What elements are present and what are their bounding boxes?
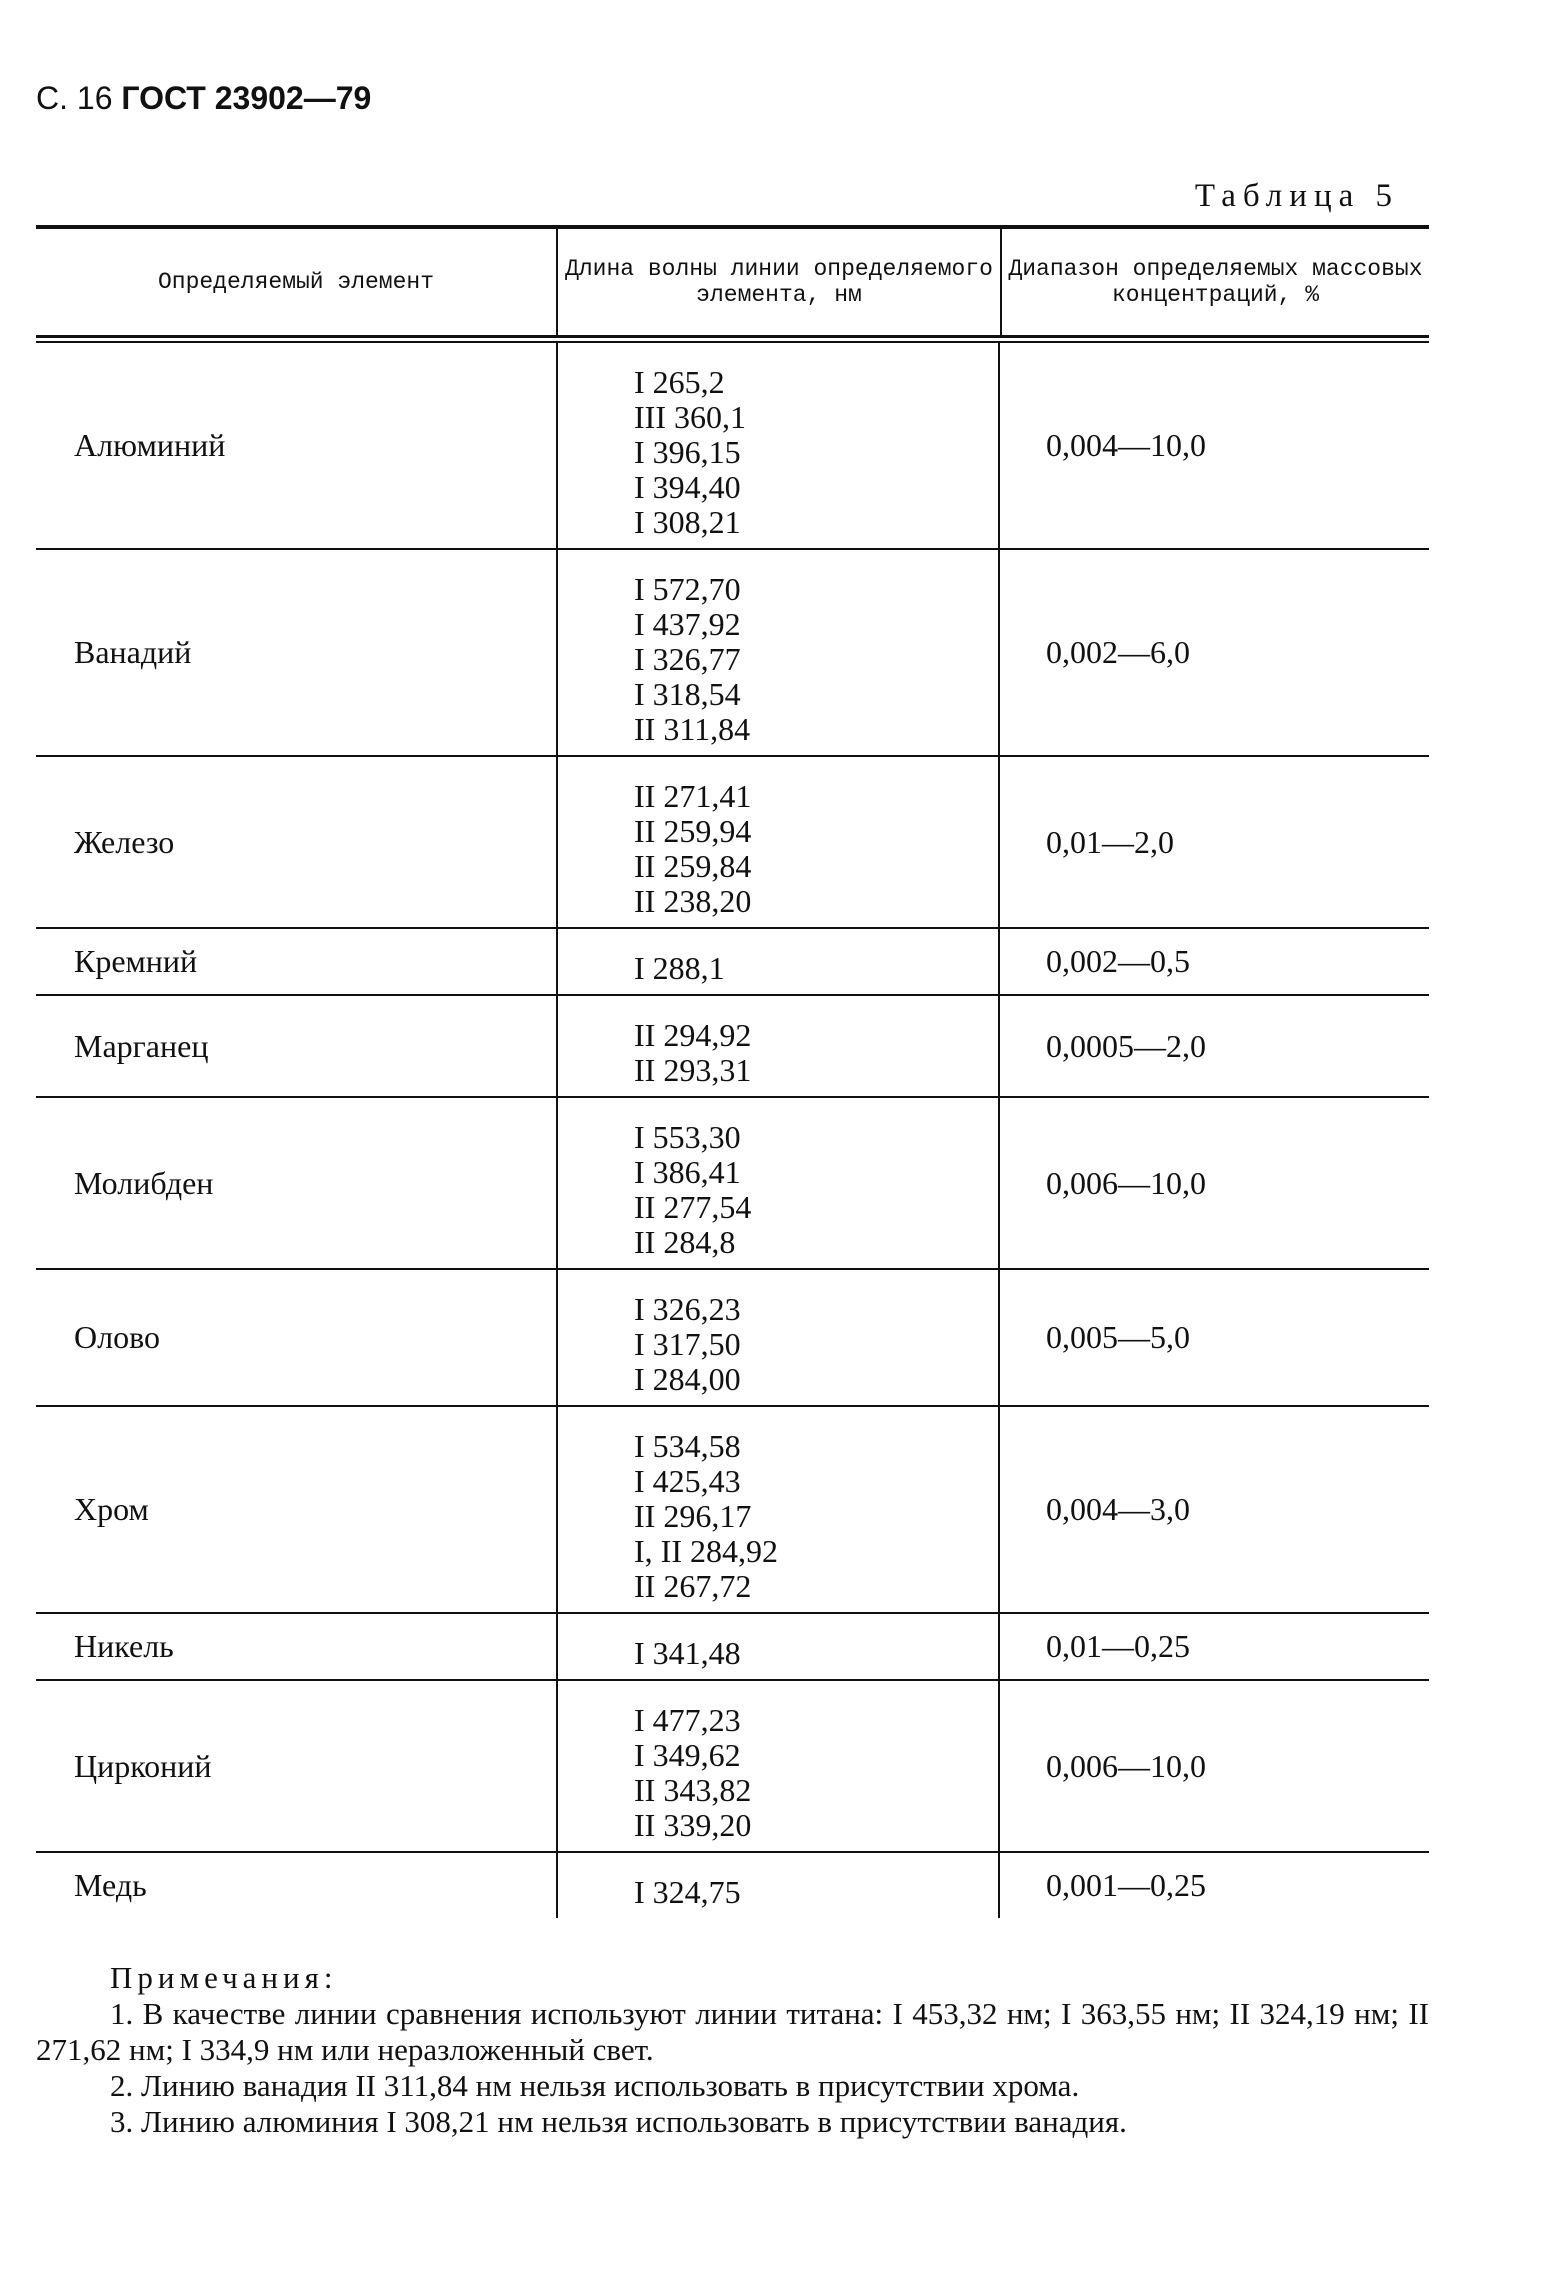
range-cell: 0,004—10,0 — [1000, 343, 1429, 550]
wavelength-line: II 293,31 — [634, 1052, 752, 1088]
wavelength-line: I 326,77 — [634, 641, 741, 677]
wavelength-line: I 326,23 — [634, 1291, 741, 1327]
wavelength-cell — [556, 1098, 1000, 1270]
page-number: С. 16 — [36, 80, 113, 116]
wavelength-line: I 284,00 — [634, 1361, 741, 1397]
element-cell: Цирконий — [36, 1681, 556, 1853]
wavelength-line: II 311,84 — [634, 711, 751, 747]
element-cell: Алюминий — [36, 343, 556, 550]
range-cell: 0,001—0,25 — [1046, 1867, 1206, 1903]
note-item: 3. Линию алюминия I 308,21 нм нельзя использовать в присутствии ванадия. — [110, 2104, 1127, 2139]
wavelength-cell — [556, 550, 1000, 757]
wavelength-line: I 349,62 — [634, 1737, 741, 1773]
wavelength-line: I 534,58 — [634, 1428, 741, 1464]
element-cell: Хром — [36, 1407, 556, 1614]
notes-title: Примечания: — [110, 1960, 338, 1995]
wavelength-line: I 437,92 — [634, 606, 741, 642]
wavelength-line: I 572,70 — [634, 571, 741, 607]
range-cell: 0,002—0,5 — [1000, 929, 1429, 996]
range-cell: 0,004—3,0 — [1000, 1407, 1429, 1614]
wavelength-line: I 425,43 — [634, 1463, 741, 1499]
element-cell: Ванадий — [36, 550, 556, 757]
notes — [36, 1960, 1429, 2140]
wavelength-cell — [556, 1407, 1000, 1614]
wavelength-cell — [556, 1614, 1000, 1681]
element-cell: Медь — [74, 1867, 147, 1903]
column-header-wavelength: Длина волны линии определяемого элемента, нм — [556, 229, 1000, 335]
wavelength-line: II 267,72 — [634, 1568, 752, 1604]
wavelength-line: II 259,94 — [634, 813, 752, 849]
wavelength-line: II 296,17 — [634, 1498, 752, 1534]
wavelength-line: I, II 284,92 — [634, 1533, 778, 1569]
wavelength-line: I 308,21 — [634, 504, 741, 540]
wavelength-cell — [556, 1853, 1000, 1918]
range-cell: 0,006—10,0 — [1000, 1681, 1429, 1853]
wavelength-line: I 386,41 — [634, 1154, 741, 1190]
wavelength-line: II 343,82 — [634, 1772, 752, 1808]
table-header — [36, 229, 1429, 335]
wavelength-line: II 294,92 — [634, 1017, 752, 1053]
wavelength-line: II 277,54 — [634, 1189, 752, 1225]
wavelength-line: I 318,54 — [634, 676, 741, 712]
element-cell: Кремний — [36, 929, 556, 996]
wavelength-line: I 317,50 — [634, 1326, 741, 1362]
element-cell: Марганец — [36, 996, 556, 1098]
column-header-element: Определяемый элемент — [157, 269, 435, 295]
note-item: 1. В качестве линии сравнения используют линии титана: I 453,32 нм; I 363,55 нм; II 324,19 нм; II 271,62 нм; I 334,9 нм или неразложенный свет. — [36, 1996, 1429, 2067]
range-cell: 0,0005—2,0 — [1000, 996, 1429, 1098]
table-body — [36, 343, 1429, 1918]
wavelength-cell — [556, 1681, 1000, 1853]
element-cell: Железо — [36, 757, 556, 929]
column-header-range: Диапазон определяемых массовых концентраций, % — [1000, 229, 1429, 335]
table-label: Таблица 5 — [1194, 178, 1399, 214]
wavelength-line: II 238,20 — [634, 883, 752, 919]
wavelength-line: I 553,30 — [634, 1119, 741, 1155]
standard-designation: ГОСТ 23902—79 — [121, 80, 372, 116]
table-header-rule — [36, 335, 1429, 343]
wavelength-line: I 396,15 — [634, 434, 741, 470]
wavelength-line: III 360,1 — [634, 399, 746, 435]
element-cell: Никель — [36, 1614, 556, 1681]
wavelength-line: II 259,84 — [634, 848, 752, 884]
wavelength-cell — [556, 929, 1000, 996]
range-cell: 0,01—2,0 — [1000, 757, 1429, 929]
wavelength-cell — [556, 757, 1000, 929]
wavelength-cell — [556, 996, 1000, 1098]
wavelength-line: I 265,2 — [634, 364, 725, 400]
wavelength-line: I 394,40 — [634, 469, 741, 505]
wavelength-line: II 339,20 — [634, 1807, 752, 1843]
range-cell: 0,002—6,0 — [1000, 550, 1429, 757]
range-cell: 0,01—0,25 — [1000, 1614, 1429, 1681]
wavelength-line: I 477,23 — [634, 1702, 741, 1738]
wavelength-line: II 271,41 — [634, 778, 752, 814]
range-cell: 0,006—10,0 — [1000, 1098, 1429, 1270]
page-header — [36, 80, 371, 117]
note-item: 2. Линию ванадия II 311,84 нм нельзя использовать в присутствии хрома. — [110, 2068, 1080, 2103]
wavelength-cell — [556, 343, 1000, 550]
range-cell: 0,005—5,0 — [1000, 1270, 1429, 1407]
wavelength-line: I 324,75 — [634, 1874, 741, 1910]
wavelength-line: I 341,48 — [634, 1635, 741, 1671]
wavelength-cell — [556, 1270, 1000, 1407]
wavelength-line: II 284,8 — [634, 1224, 736, 1260]
data-table — [36, 225, 1429, 1918]
wavelength-line: I 288,1 — [634, 950, 725, 986]
element-cell: Олово — [36, 1270, 556, 1407]
element-cell: Молибден — [36, 1098, 556, 1270]
